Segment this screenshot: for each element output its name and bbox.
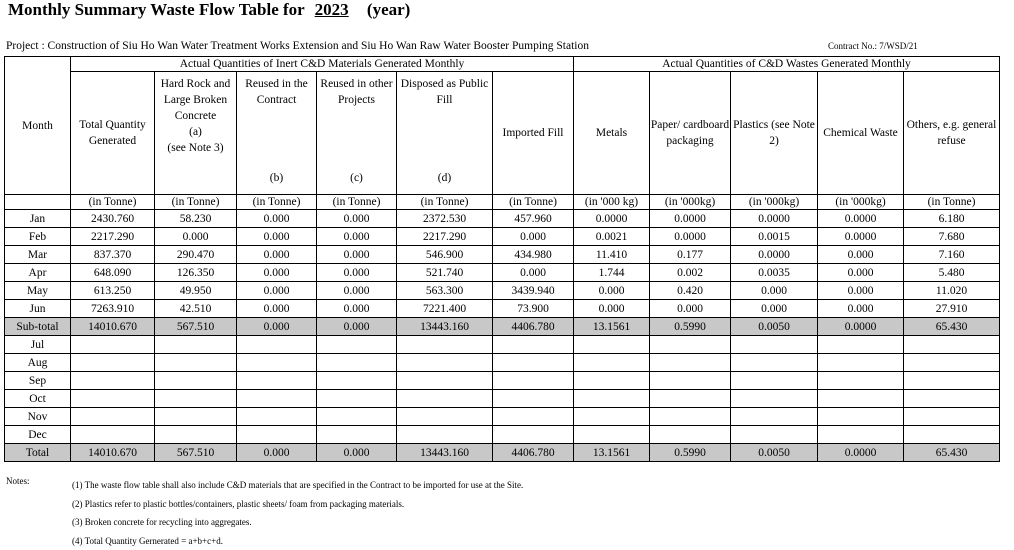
value-cell: 0.0035 [731,264,818,282]
value-cell [397,426,493,444]
header-reused-contract-b: (b) [237,170,316,186]
value-cell: 0.000 [493,228,574,246]
value-cell [237,426,317,444]
unit-cell: (in '000kg) [731,195,818,210]
value-cell: 0.000 [237,210,317,228]
value-cell: 7.160 [904,246,1000,264]
header-hard-rock [155,72,237,195]
value-cell: 613.250 [71,282,155,300]
value-cell: 0.000 [818,282,904,300]
header-paper: Paper/ cardboard packaging [650,72,731,195]
value-cell: 13443.160 [397,444,493,462]
value-cell [397,408,493,426]
value-cell [731,336,818,354]
value-cell: 0.000 [574,282,650,300]
value-cell [493,426,574,444]
unit-cell-empty [5,195,71,210]
value-cell: 0.0000 [818,318,904,336]
value-cell: 0.0000 [818,228,904,246]
value-cell [71,390,155,408]
value-cell: 0.0021 [574,228,650,246]
value-cell [904,372,1000,390]
value-cell: 0.000 [574,300,650,318]
header-metals: Metals [574,72,650,195]
value-cell: 65.430 [904,444,1000,462]
value-cell [237,408,317,426]
value-cell [317,390,397,408]
value-cell [731,372,818,390]
notes-label: Notes: [6,476,30,486]
value-cell [155,372,237,390]
value-cell: 4406.780 [493,444,574,462]
table-row [5,372,1000,390]
table-row [5,264,1000,282]
value-cell [650,408,731,426]
value-cell: 58.230 [155,210,237,228]
month-cell: Jun [5,300,71,318]
value-cell [155,336,237,354]
value-cell: 0.000 [731,300,818,318]
month-cell: Jul [5,336,71,354]
month-cell: Oct [5,390,71,408]
value-cell: 2217.290 [71,228,155,246]
unit-cell: (in '000kg) [818,195,904,210]
table-row [5,354,1000,372]
value-cell [155,354,237,372]
value-cell [818,408,904,426]
value-cell [71,336,155,354]
unit-cell: (in Tonne) [317,195,397,210]
value-cell: 0.0000 [650,228,731,246]
value-cell [904,390,1000,408]
value-cell: 0.000 [317,444,397,462]
group-cd-waste: Actual Quantities of C&D Wastes Generated Monthly [574,57,1000,72]
value-cell [818,336,904,354]
value-cell: 0.420 [650,282,731,300]
table-row [5,300,1000,318]
value-cell [574,426,650,444]
value-cell [731,390,818,408]
value-cell: 0.0015 [731,228,818,246]
table-row [5,282,1000,300]
title-year: 2023 [309,0,363,20]
value-cell [493,408,574,426]
value-cell: 14010.670 [71,444,155,462]
value-cell: 0.000 [237,444,317,462]
header-total: Total Quantity Generated [71,72,155,195]
table-row [5,390,1000,408]
unit-cell: (in Tonne) [493,195,574,210]
value-cell [650,390,731,408]
value-cell [317,354,397,372]
month-cell: Dec [5,426,71,444]
value-cell: 13.1561 [574,444,650,462]
value-cell [317,426,397,444]
value-cell: 567.510 [155,318,237,336]
group-header-row [5,57,1000,72]
unit-cell: (in Tonne) [904,195,1000,210]
value-cell [574,390,650,408]
unit-cell: (in Tonne) [237,195,317,210]
value-cell: 49.950 [155,282,237,300]
value-cell [574,372,650,390]
value-cell [818,354,904,372]
value-cell: 0.000 [317,300,397,318]
value-cell [731,426,818,444]
value-cell: 73.900 [493,300,574,318]
month-cell: Mar [5,246,71,264]
month-cell: Feb [5,228,71,246]
value-cell: 0.000 [237,264,317,282]
header-reused-contract [237,72,317,195]
value-cell: 457.960 [493,210,574,228]
project-line: Project : Construction of Siu Ho Wan Water Treatment Works Extension and Siu Ho Wan Raw Water Booster Pumping Station [6,40,589,52]
table-row [5,246,1000,264]
value-cell: 0.5990 [650,444,731,462]
note-item: (1) The waste flow table shall also include C&D materials that are specified in the Contract to be imported for use at the Site. [72,476,523,495]
value-cell [237,390,317,408]
value-cell: 0.0000 [731,246,818,264]
value-cell: 1.744 [574,264,650,282]
value-cell: 11.020 [904,282,1000,300]
value-cell: 0.5990 [650,318,731,336]
month-cell: Apr [5,264,71,282]
value-cell: 65.430 [904,318,1000,336]
value-cell [904,408,1000,426]
value-cell [397,372,493,390]
title-suffix: (year) [367,0,410,19]
value-cell: 0.0000 [574,210,650,228]
value-cell [155,390,237,408]
value-cell: 2217.290 [397,228,493,246]
waste-flow-table [4,56,1000,462]
value-cell: 0.0000 [818,444,904,462]
value-cell: 0.000 [317,210,397,228]
subtotal-row [5,318,1000,336]
unit-cell: (in Tonne) [155,195,237,210]
value-cell [574,354,650,372]
table-row [5,336,1000,354]
value-cell: 521.740 [397,264,493,282]
value-cell [237,372,317,390]
value-cell [493,336,574,354]
unit-cell: (in '000 kg) [574,195,650,210]
value-cell [818,390,904,408]
unit-cell: (in Tonne) [71,195,155,210]
value-cell: 42.510 [155,300,237,318]
value-cell: 434.980 [493,246,574,264]
month-cell: May [5,282,71,300]
value-cell [155,426,237,444]
header-reused-other [317,72,397,195]
value-cell: 563.300 [397,282,493,300]
unit-cell: (in '000kg) [650,195,731,210]
value-cell [493,372,574,390]
table-row [5,426,1000,444]
value-cell: 14010.670 [71,318,155,336]
value-cell: 3439.940 [493,282,574,300]
header-imported-fill: Imported Fill [493,72,574,195]
value-cell [397,390,493,408]
page-title [8,0,410,20]
value-cell: 648.090 [71,264,155,282]
header-hard-rock-a: (a) [155,124,236,140]
month-cell: Aug [5,354,71,372]
column-header-row [5,72,1000,195]
value-cell: 4406.780 [493,318,574,336]
value-cell: 837.370 [71,246,155,264]
value-cell [731,408,818,426]
header-public-fill-label: Disposed as Public Fill [397,76,492,108]
value-cell: 0.000 [317,246,397,264]
value-cell: 0.000 [237,282,317,300]
value-cell [317,372,397,390]
note-item: (3) Broken concrete for recycling into aggregates. [72,513,523,532]
value-cell [317,408,397,426]
value-cell [650,354,731,372]
header-hard-rock-label: Hard Rock and Large Broken Concrete [155,76,236,124]
table-row [5,228,1000,246]
value-cell [650,426,731,444]
value-cell: 0.000 [237,246,317,264]
value-cell [493,390,574,408]
contract-number: Contract No.: 7/WSD/21 [828,41,918,51]
value-cell: 6.180 [904,210,1000,228]
value-cell: 7.680 [904,228,1000,246]
header-others: Others, e.g. general refuse [904,72,1000,195]
month-cell: Sep [5,372,71,390]
value-cell: 0.000 [317,318,397,336]
value-cell: 0.000 [237,228,317,246]
note-item: (2) Plastics refer to plastic bottles/containers, plastic sheets/ foam from packaging materials. [72,495,523,514]
value-cell [650,336,731,354]
value-cell [155,408,237,426]
value-cell: 13443.160 [397,318,493,336]
header-hard-rock-note: (see Note 3) [155,140,236,156]
value-cell [71,426,155,444]
month-cell: Nov [5,408,71,426]
value-cell: 27.910 [904,300,1000,318]
value-cell: 0.000 [317,264,397,282]
table-row [5,210,1000,228]
value-cell: 7221.400 [397,300,493,318]
value-cell [574,336,650,354]
value-cell: 0.000 [818,300,904,318]
month-cell: Jan [5,210,71,228]
value-cell [818,426,904,444]
group-inert: Actual Quantities of Inert C&D Materials Generated Monthly [71,57,574,72]
units-row [5,195,1000,210]
value-cell: 0.000 [237,318,317,336]
note-item: (4) Total Quantity Gernerated = a+b+c+d. [72,532,523,550]
header-reused-other-c: (c) [317,170,396,186]
value-cell: 0.000 [155,228,237,246]
value-cell: 2430.760 [71,210,155,228]
month-cell: Sub-total [5,318,71,336]
value-cell [71,372,155,390]
value-cell [574,408,650,426]
value-cell: 126.350 [155,264,237,282]
value-cell [317,336,397,354]
value-cell: 0.000 [818,264,904,282]
value-cell [904,336,1000,354]
total-row [5,444,1000,462]
value-cell [71,408,155,426]
value-cell [237,336,317,354]
header-chemical: Chemical Waste [818,72,904,195]
data-rows [5,210,1000,462]
title-prefix: Monthly Summary Waste Flow Table for [8,0,304,19]
header-reused-contract-label: Reused in the Contract [237,76,316,108]
value-cell [397,354,493,372]
value-cell [818,372,904,390]
value-cell [71,354,155,372]
value-cell: 0.000 [493,264,574,282]
value-cell: 5.480 [904,264,1000,282]
table-row [5,408,1000,426]
header-public-fill [397,72,493,195]
value-cell: 0.002 [650,264,731,282]
value-cell [731,354,818,372]
value-cell: 0.0000 [650,210,731,228]
value-cell: 0.000 [731,282,818,300]
month-cell: Total [5,444,71,462]
value-cell: 11.410 [574,246,650,264]
value-cell: 290.470 [155,246,237,264]
value-cell: 0.000 [818,246,904,264]
value-cell: 0.0000 [731,210,818,228]
value-cell: 0.0050 [731,444,818,462]
value-cell [904,354,1000,372]
value-cell [237,354,317,372]
value-cell [650,372,731,390]
value-cell: 0.177 [650,246,731,264]
value-cell [493,354,574,372]
value-cell: 0.0050 [731,318,818,336]
value-cell: 0.0000 [818,210,904,228]
header-plastics: Plastics (see Note 2) [731,72,818,195]
notes-list [72,476,523,550]
value-cell [904,426,1000,444]
value-cell: 546.900 [397,246,493,264]
value-cell [397,336,493,354]
unit-cell: (in Tonne) [397,195,493,210]
value-cell: 0.000 [650,300,731,318]
value-cell: 0.000 [317,228,397,246]
header-public-fill-d: (d) [397,170,492,186]
value-cell: 7263.910 [71,300,155,318]
value-cell: 0.000 [317,282,397,300]
header-month: Month [5,57,71,195]
value-cell: 13.1561 [574,318,650,336]
header-reused-other-label: Reused in other Projects [317,76,396,108]
value-cell: 567.510 [155,444,237,462]
value-cell: 0.000 [237,300,317,318]
value-cell: 2372.530 [397,210,493,228]
